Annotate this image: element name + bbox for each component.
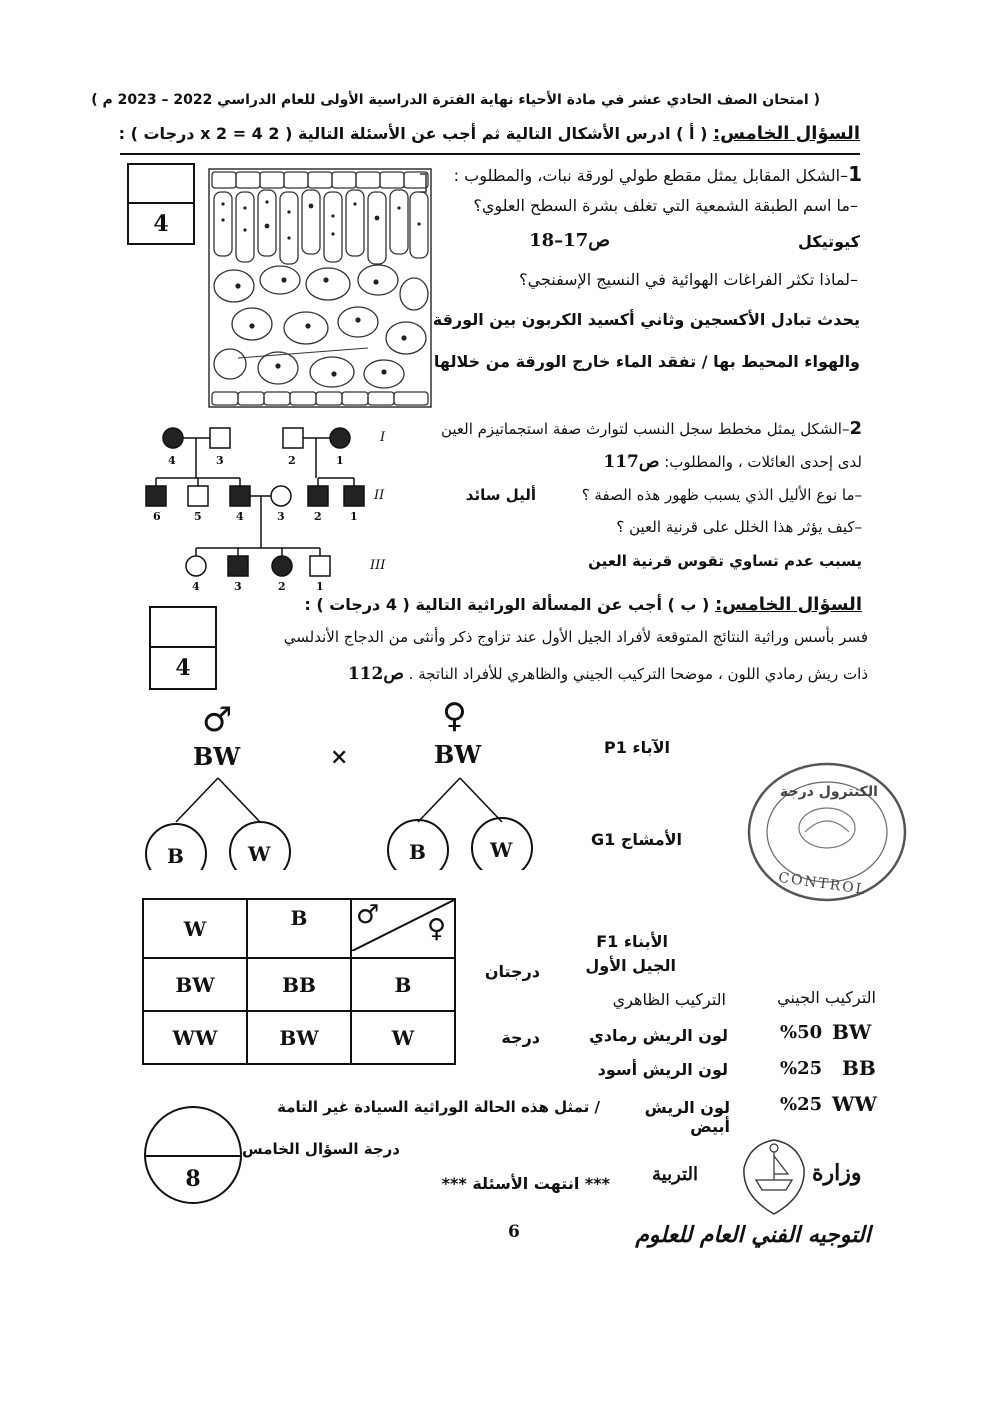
punnett-square — [142, 898, 456, 1065]
punnett-cell-bw-2: BW — [247, 1011, 351, 1064]
q2-intro — [410, 418, 862, 439]
q1-number: 1 — [848, 162, 862, 186]
q1-sub2: –لماذا تكثر الفراغات الهوائية في النسيج الإسفنجي؟ — [519, 270, 858, 289]
q1-ans2-line2: والهواء المحيط بها / تفقد الماء خارج الورقة من خلالها — [433, 352, 860, 371]
ministry-emblem-icon — [734, 1134, 814, 1218]
male-symbol: ♂ — [202, 700, 233, 740]
result-2-phenotype: لون الريش أسود — [597, 1060, 728, 1079]
gen2-num-6: 6 — [153, 510, 161, 523]
female-symbol: ♀ — [442, 696, 467, 736]
gen2-num-4: 4 — [236, 510, 244, 523]
q5a-text: ( أ ) ادرس الأشكال التالية ثم أجب عن الأسئلة التالية ( 2 x 2 = 4 درجات ) : — [118, 124, 708, 143]
total-score-circle — [144, 1106, 242, 1204]
q5a-label: السؤال الخامس: — [712, 123, 860, 144]
male-gamete-w: W — [248, 842, 271, 866]
q5b-text: ( ب ) أجب عن المسألة الوراثية التالية ( 4 درجات ) : — [304, 595, 710, 614]
gen-label-3: III — [370, 558, 386, 573]
gen3-num-3: 3 — [234, 580, 242, 593]
q1-intro-text: –الشكل المقابل يمثل مقطع طولي لورقة نبات، والمطلوب : — [453, 166, 849, 185]
q5b-line1: فسر بأسس وراثية النتائج المتوقعة لأفراد الجيل الأول عند تزاوج ذكر وأنثى من الدجاج الأندلسي — [283, 628, 868, 646]
gen2-female-3 — [271, 486, 291, 506]
total-label: درجة السؤال الخامس — [242, 1140, 400, 1158]
punnett-corner — [351, 899, 455, 958]
punnett-cell-bw-1: BW — [143, 958, 247, 1011]
bracket-mark — [418, 172, 432, 194]
q2-sub1: –ما نوع الأليل الذي يسبب ظهور هذه الصفة ؟ — [581, 486, 862, 504]
ministry-word2: التربية — [652, 1164, 698, 1185]
result-2-genotype: BB — [842, 1056, 876, 1080]
gen1-num-3: 3 — [216, 454, 224, 467]
q2-intro-text: –الشكل يمثل مخطط سجل النسب لتوارث صفة استجماتيزم العين — [440, 420, 850, 438]
punnett-row-gamete-w: W — [351, 1011, 455, 1064]
q5b-label: السؤال الخامس: — [714, 594, 862, 615]
q2-ref: ص117 — [603, 452, 660, 472]
female-genotype: BW — [434, 740, 482, 769]
q1-score: 4 — [153, 210, 169, 237]
q5b-line2: ذات ريش رمادي اللون ، موضحا التركيب الجيني والظاهري للأفراد الناتجة . — [408, 665, 868, 683]
q2-intro2-row — [410, 452, 862, 472]
punnett-row-gamete-b: B — [351, 958, 455, 1011]
signature-text: التوجيه الفني العام للعلوم — [635, 1222, 871, 1248]
gen2-male-5 — [188, 486, 208, 506]
result-3-percent: %25 — [780, 1094, 823, 1115]
gen1-female-affected — [163, 428, 183, 448]
gen2-male-6 — [146, 486, 166, 506]
gen2-num-5: 5 — [194, 510, 202, 523]
q5a-heading — [118, 123, 860, 144]
result-3-genotype: WW — [832, 1092, 877, 1116]
exam-title: ( امتحان الصف الحادي عشر في مادة الأحياء نهاية الفترة الدراسية الأولى للعام الدراسي 2022 – 2023 م ) — [91, 92, 820, 108]
q2-ans1: أليل سائد — [465, 486, 536, 504]
grade-two: درجتان — [484, 962, 540, 981]
gen3-num-1: 1 — [316, 580, 324, 593]
gen3-num-2: 2 — [278, 580, 286, 593]
gen3-female-2 — [272, 556, 292, 576]
gen2-num-3: 3 — [277, 510, 285, 523]
punnett-cell-bb: BB — [247, 958, 351, 1011]
q2-ans2: يسبب عدم تساوي تقوس قرنية العين — [588, 552, 862, 570]
gametes-label: الأمشاج G1 — [591, 830, 682, 849]
header-rule — [120, 153, 860, 155]
pedigree-chart — [140, 420, 410, 602]
gen2-num-2: 2 — [314, 510, 322, 523]
cross-sign: × — [330, 744, 349, 770]
punnett-header-b: B — [247, 899, 351, 958]
col-phenotype: التركيب الظاهري — [612, 990, 726, 1009]
grade-one: درجة — [501, 1028, 540, 1047]
total-score: 8 — [185, 1165, 201, 1192]
offspring-label: الأبناء F1 — [596, 932, 668, 951]
q2-sub2: –كيف يؤثر هذا الخلل على قرنية العين ؟ — [616, 518, 862, 536]
q5b-score-box — [149, 606, 217, 690]
col-genotype: التركيب الجيني — [777, 988, 876, 1007]
female-gamete-b: B — [409, 840, 426, 864]
gen3-female-4 — [186, 556, 206, 576]
page-number: 6 — [508, 1222, 520, 1242]
stamp-top-text: الكنترول درجة — [780, 784, 878, 800]
q5b-ref: ص112 — [347, 664, 404, 684]
ministry-word1: وزارة — [812, 1160, 862, 1186]
result-3-phenotype: لون الريش أبيض — [644, 1098, 730, 1136]
q1-ans1: كيوتيكل — [798, 232, 860, 251]
end-text: *** انتهت الأسئلة *** — [441, 1174, 610, 1193]
gen3-num-4: 4 — [192, 580, 200, 593]
parents-label: الآباء P1 — [603, 738, 670, 757]
q5b-score: 4 — [175, 655, 191, 681]
q5b-heading — [300, 594, 862, 615]
result-1-genotype: BW — [832, 1020, 872, 1044]
offspring-label2: الجيل الأول — [585, 956, 676, 975]
male-gamete-b: B — [167, 844, 184, 868]
gen2-num-1: 1 — [350, 510, 358, 523]
result-2-percent: %25 — [780, 1058, 823, 1079]
gen2-male-1 — [344, 486, 364, 506]
q1-ref1: ص17–18 — [529, 230, 610, 251]
female-gamete-w: W — [490, 838, 513, 862]
incomplete-dominance-note: / تمثل هذه الحالة الوراثية السيادة غير التامة — [277, 1098, 600, 1116]
punnett-header-w: W — [143, 899, 247, 958]
gen2-male-2 — [308, 486, 328, 506]
gen1-num-4: 4 — [168, 454, 176, 467]
q1-intro — [440, 162, 862, 186]
punnett-cell-ww: WW — [143, 1011, 247, 1064]
gen2-male-4 — [230, 486, 250, 506]
q1-score-box — [127, 163, 195, 245]
gen-label-1: I — [380, 430, 386, 445]
gen1-female-affected-2 — [330, 428, 350, 448]
gen3-male-1 — [310, 556, 330, 576]
q5b-line2-row — [292, 664, 868, 684]
q2-intro2: لدى إحدى العائلات ، والمطلوب: — [664, 453, 862, 471]
gen1-num-2: 2 — [288, 454, 296, 467]
male-genotype: BW — [193, 742, 241, 771]
gen1-male — [210, 428, 230, 448]
gen1-male-2 — [283, 428, 303, 448]
result-1-phenotype: لون الريش رمادي — [589, 1026, 728, 1045]
punnett-corner-male: ♂ — [356, 900, 380, 930]
gen3-male-3 — [228, 556, 248, 576]
gen1-num-1: 1 — [336, 454, 344, 467]
punnett-corner-female: ♀ — [426, 914, 446, 944]
q1-sub1: –ما اسم الطبقة الشمعية التي تغلف بشرة السطح العلوي؟ — [473, 196, 858, 215]
result-1-percent: %50 — [780, 1022, 823, 1043]
q2-number: 2 — [849, 418, 862, 439]
stamp-text: CONTROL — [777, 869, 868, 899]
leaf-cross-section-figure — [208, 168, 436, 410]
q1-ans2-line1: يحدث تبادل الأكسجين وثاني أكسيد الكربون بين الورقة — [432, 310, 860, 329]
gen-label-2: II — [374, 488, 385, 503]
